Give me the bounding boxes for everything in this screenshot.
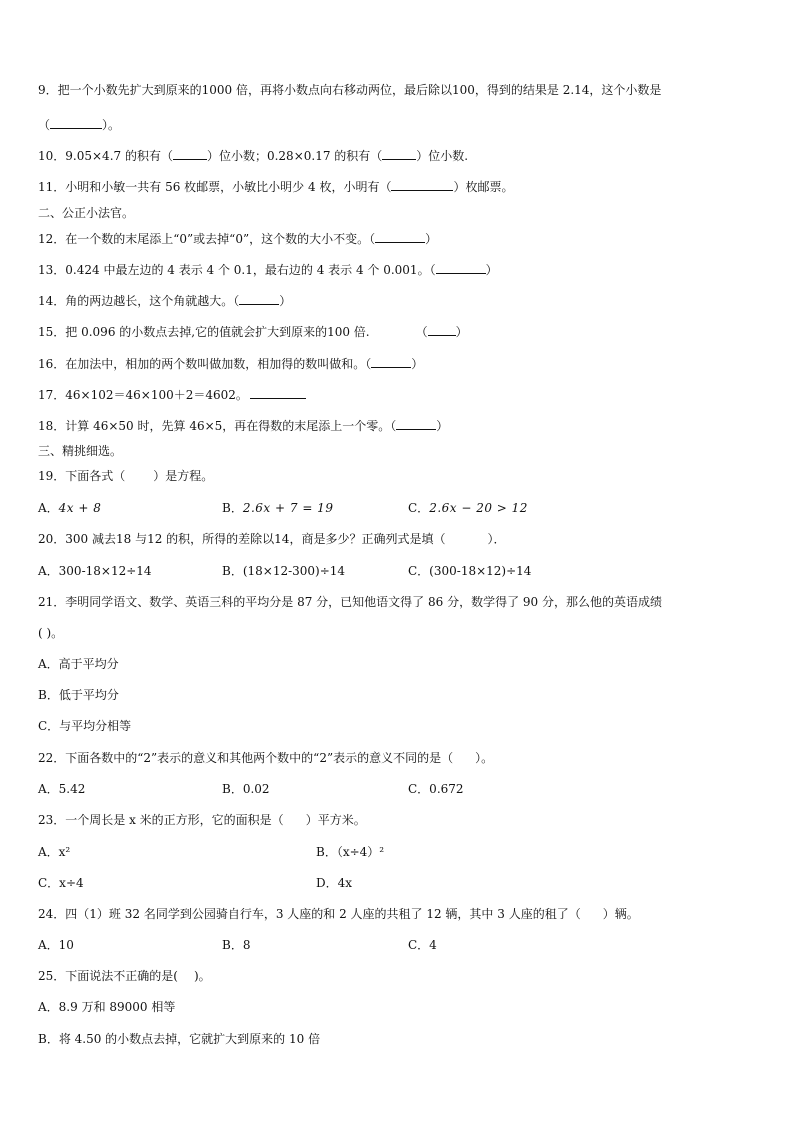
question-20: 20．300 减去18 与12 的积，所得的差除以14，商是多少？正确列式是填（ ）． — [38, 532, 506, 546]
answer-blank[interactable] — [396, 417, 436, 430]
answer-blank[interactable] — [371, 355, 411, 368]
option-c[interactable]: C．0.672 — [408, 782, 464, 796]
question-15: 15．把 0.096 的小数点去掉,它的值就会扩大到原来的100 倍. （ ） — [38, 325, 468, 339]
option-a[interactable]: A．10 — [38, 938, 74, 952]
option-b[interactable]: B．2.6x + 7 = 19 — [222, 501, 334, 515]
answer-blank[interactable] — [391, 178, 453, 191]
option-c[interactable]: C．2.6x − 20 > 12 — [408, 501, 528, 515]
option-c[interactable]: C．与平均分相等 — [38, 719, 132, 733]
option-a[interactable]: A．4x + 8 — [38, 501, 102, 515]
question-number: 9． — [38, 83, 58, 97]
option-b[interactable]: B．(18×12-300)÷14 — [222, 564, 346, 578]
question-19: 19．下面各式（ ）是方程。 — [38, 469, 214, 483]
question-25: 25．下面说法不正确的是( )。 — [38, 969, 211, 983]
question-21-cont: ( )。 — [38, 626, 64, 640]
option-c[interactable]: C．(300-18×12)÷14 — [408, 564, 532, 578]
question-24: 24．四（1）班 32 名同学到公园骑自行车，3 人座的和 2 人座的共租了 12 辆，其中 3 人座的租了（ ）辆。 — [38, 907, 639, 921]
option-a[interactable]: A．高于平均分 — [38, 657, 119, 671]
answer-blank[interactable] — [50, 116, 102, 129]
question-16: 16．在加法中，相加的两个数叫做加数，相加得的数叫做和。（ ） — [38, 357, 424, 371]
option-b[interactable]: B．低于平均分 — [38, 688, 119, 702]
question-10: 10．9.05×4.7 的积有（ ）位小数；0.28×0.17 的积有（ ）位小数. — [38, 149, 469, 163]
option-c[interactable]: C．4 — [408, 938, 437, 952]
section-heading: 二、公正小法官。 — [38, 206, 135, 220]
question-11: 11．小明和小敏一共有 56 枚邮票，小敏比小明少 4 枚，小明有（ ）枚邮票。 — [38, 180, 514, 194]
answer-blank[interactable] — [239, 292, 279, 305]
section-heading: 三、精挑细选。 — [38, 444, 123, 458]
question-14: 14．角的两边越长，这个角就越大。（ ） — [38, 294, 292, 308]
option-b[interactable]: B．8 — [222, 938, 251, 952]
question-21: 21．李明同学语文、数学、英语三科的平均分是 87 分，已知他语文得了 86 分，数学得了 90 分，那么他的英语成绩 — [38, 595, 662, 609]
question-17: 17．46×102＝46×100＋2＝4602。 — [38, 386, 306, 403]
question-text: 把一个小数先扩大到原来的1000 倍，再将小数点向右移动两位，最后除以100，得到的结果是 2.14，这个小数是 — [57, 83, 662, 97]
question-13: 13．0.424 中最左边的 4 表示 4 个 0.1，最右边的 4 表示 4 个 0.001。（ ） — [38, 263, 498, 277]
answer-blank[interactable] — [382, 147, 416, 160]
question-22: 22．下面各数中的“2”表示的意义和其他两个数中的“2”表示的意义不同的是（ ）。 — [38, 751, 494, 765]
option-a[interactable]: A．8.9 万和 89000 相等 — [38, 1000, 176, 1014]
answer-blank[interactable] — [250, 386, 306, 399]
option-b[interactable]: B．（x÷4）² — [316, 845, 385, 859]
answer-blank[interactable] — [436, 261, 486, 274]
question-9-blank-line: （ ）。 — [38, 118, 121, 132]
question-12: 12．在一个数的末尾添上“0”或去掉“0”，这个数的大小不变。（ ） — [38, 232, 438, 246]
question-9 — [38, 82, 661, 98]
option-b[interactable]: B．将 4.50 的小数点去掉，它就扩大到原来的 10 倍 — [38, 1032, 321, 1046]
question-23: 23．一个周长是 x 米的正方形，它的面积是（ ）平方米。 — [38, 813, 366, 827]
answer-blank[interactable] — [428, 323, 456, 336]
option-c[interactable]: C．x÷4 — [38, 876, 84, 890]
answer-blank[interactable] — [375, 230, 425, 243]
option-a[interactable]: A．300-18×12÷14 — [38, 564, 152, 578]
option-a[interactable]: A．5.42 — [38, 782, 86, 796]
option-d[interactable]: D．4x — [316, 876, 353, 890]
option-a[interactable]: A．x² — [38, 845, 71, 859]
option-b[interactable]: B．0.02 — [222, 782, 270, 796]
question-18: 18．计算 46×50 时，先算 46×5，再在得数的末尾添上一个零。（ ） — [38, 419, 449, 433]
answer-blank[interactable] — [173, 147, 207, 160]
